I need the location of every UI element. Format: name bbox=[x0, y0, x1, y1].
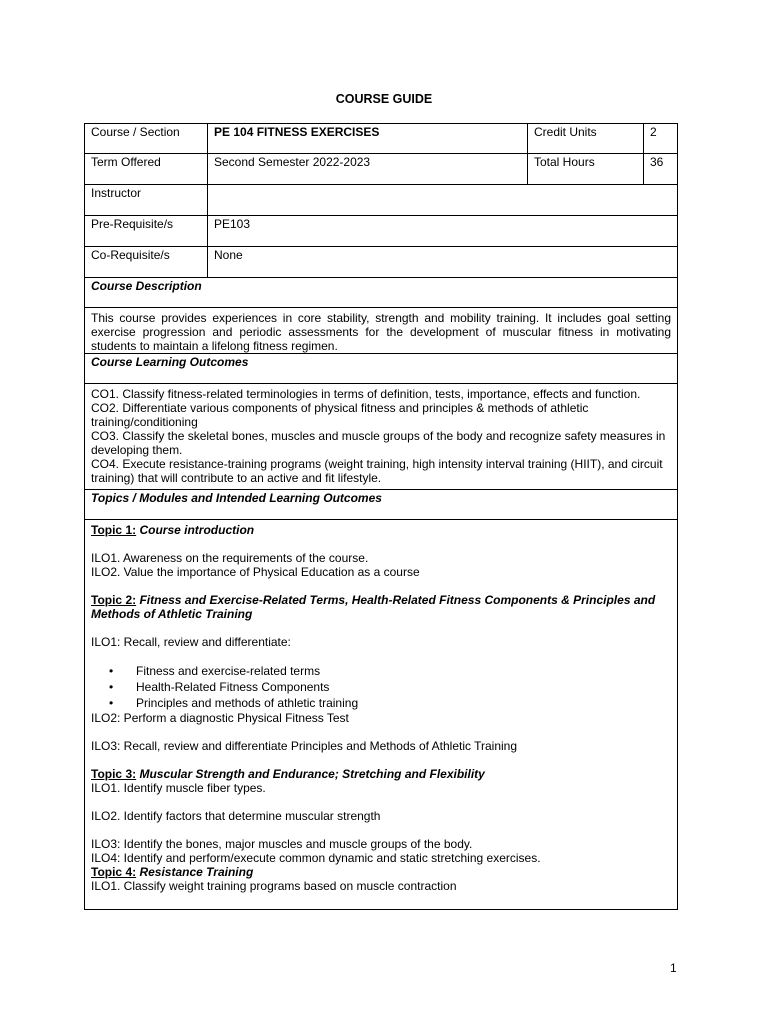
list-item: • Principles and methods of athletic training bbox=[136, 695, 671, 711]
topic-4-label: Topic 4: bbox=[91, 865, 137, 879]
topic-4-title: Resistance Training bbox=[136, 865, 254, 879]
term-value: Second Semester 2022-2023 bbox=[208, 154, 528, 185]
instructor-label: Instructor bbox=[85, 185, 208, 216]
topic-3-ilo2: ILO2. Identify factors that determine muscular strength bbox=[91, 809, 381, 823]
total-hours-value: 36 bbox=[644, 154, 678, 185]
description-heading-row bbox=[85, 278, 678, 308]
coreq-row bbox=[85, 247, 678, 278]
list-item: • Fitness and exercise-related terms bbox=[136, 663, 671, 679]
coreq-value: None bbox=[208, 247, 678, 278]
topic-1-ilo1: ILO1. Awareness on the requirements of the course. bbox=[91, 551, 369, 565]
outcome-item: CO3. Classify the skeletal bones, muscles and muscle groups of the body and recognize safety measures in developing them. bbox=[91, 429, 666, 457]
topic-2-bullet-list bbox=[91, 663, 671, 711]
topic-2-ilo1: ILO1: Recall, review and differentiate: bbox=[91, 635, 291, 649]
topic-2-title: Fitness and Exercise-Related Terms, Health-Related Fitness Components & Principles and Methods of Athletic Training bbox=[91, 593, 656, 621]
prereq-row bbox=[85, 216, 678, 247]
description-heading: Course Description bbox=[85, 278, 678, 308]
instructor-row bbox=[85, 185, 678, 216]
credit-units-value: 2 bbox=[644, 124, 678, 154]
topic-3-ilo3: ILO3: Identify the bones, major muscles and muscle groups of the body. bbox=[91, 837, 473, 851]
total-hours-label: Total Hours bbox=[528, 154, 644, 185]
prereq-label: Pre-Requisite/s bbox=[85, 216, 208, 247]
document-title: COURSE GUIDE bbox=[335, 92, 433, 106]
coreq-label: Co-Requisite/s bbox=[85, 247, 208, 278]
topics-row bbox=[85, 520, 678, 910]
outcomes-row bbox=[85, 384, 678, 490]
topics-heading: Topics / Modules and Intended Learning Outcomes bbox=[85, 490, 678, 520]
instructor-value bbox=[208, 185, 678, 216]
topic-1-ilo2: ILO2. Value the importance of Physical Education as a course bbox=[91, 565, 420, 579]
term-row bbox=[85, 154, 678, 185]
description-text: This course provides experiences in core stability, strength and mobility training. It includes goal setting exercise progression and periodic assessments for the development of muscular fitness in motivating students to maintain a lifelong fitness regimen. bbox=[85, 308, 678, 354]
list-item: • Health-Related Fitness Components bbox=[136, 679, 671, 695]
topic-1-label: Topic 1: bbox=[91, 523, 137, 537]
topic-1-heading bbox=[91, 523, 671, 537]
topic-1-title: Course introduction bbox=[136, 523, 255, 537]
topic-3-title: Muscular Strength and Endurance; Stretching and Flexibility bbox=[136, 767, 485, 781]
topic-3-heading bbox=[91, 767, 671, 781]
topics-content bbox=[85, 520, 678, 910]
topic-2-heading bbox=[91, 593, 671, 621]
description-row bbox=[85, 308, 678, 354]
outcomes-heading-row bbox=[85, 354, 678, 384]
outcomes-heading: Course Learning Outcomes bbox=[85, 354, 678, 384]
course-row bbox=[85, 124, 678, 154]
course-label: Course / Section bbox=[85, 124, 208, 154]
course-value: PE 104 FITNESS EXERCISES bbox=[208, 124, 528, 154]
topic-3-ilo4: ILO4: Identify and perform/execute common dynamic and static stretching exercises. bbox=[91, 851, 541, 865]
topic-2-ilo3: ILO3: Recall, review and differentiate Principles and Methods of Athletic Training bbox=[91, 739, 518, 753]
page-number: 1 bbox=[670, 961, 677, 975]
outcomes-list bbox=[85, 384, 678, 490]
outcome-item: CO2. Differentiate various components of physical fitness and principles & methods of athletic training/conditioning bbox=[91, 401, 589, 429]
topic-4-heading bbox=[91, 865, 671, 879]
topic-2-label: Topic 2: bbox=[91, 593, 137, 607]
prereq-value: PE103 bbox=[208, 216, 678, 247]
topic-3-ilo1: ILO1. Identify muscle fiber types. bbox=[91, 781, 266, 795]
outcome-item: CO1. Classify fitness-related terminologies in terms of definition, tests, importance, effects and function. bbox=[91, 387, 641, 401]
term-label: Term Offered bbox=[85, 154, 208, 185]
topic-2-ilo2: ILO2: Perform a diagnostic Physical Fitness Test bbox=[91, 711, 349, 725]
credit-units-label: Credit Units bbox=[528, 124, 644, 154]
outcome-item: CO4. Execute resistance-training programs (weight training, high intensity interval training (HIIT), and circuit training) that will contribute to an active and fit lifestyle. bbox=[91, 457, 663, 485]
topic-3-label: Topic 3: bbox=[91, 767, 137, 781]
topic-4-ilo1: ILO1. Classify weight training programs based on muscle contraction bbox=[91, 879, 457, 893]
course-guide-table bbox=[84, 123, 678, 910]
topics-heading-row bbox=[85, 490, 678, 520]
